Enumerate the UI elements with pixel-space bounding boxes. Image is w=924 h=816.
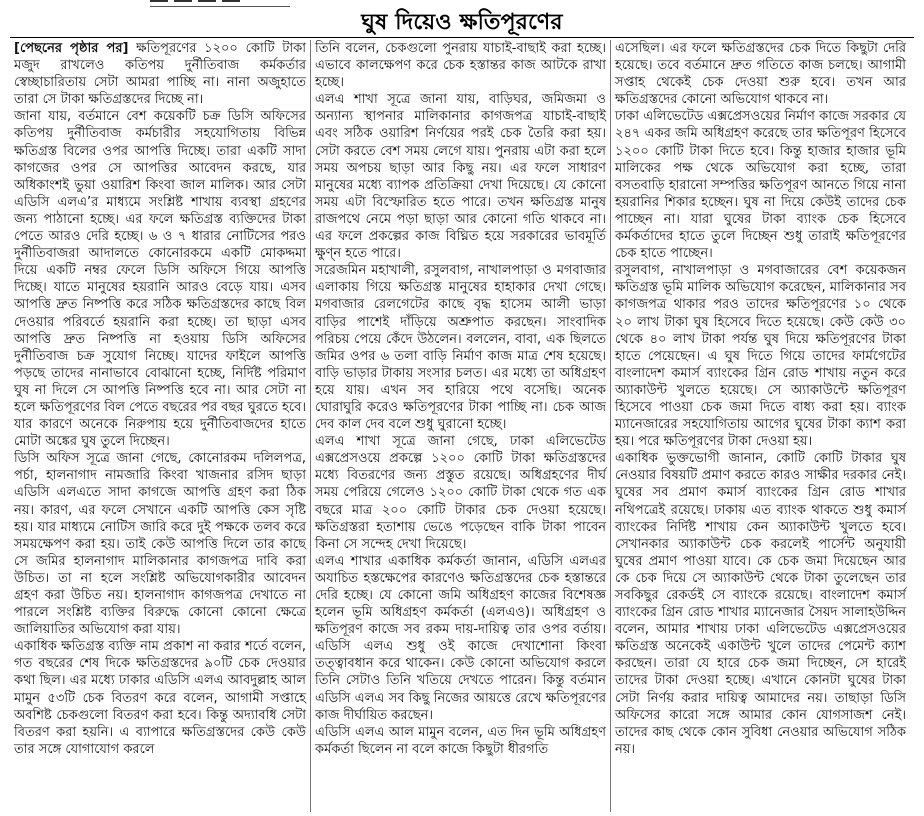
paragraph: ঢাকা এলিভেটেড এক্সপ্রেসওয়ের নির্মাণ কাজে সরকার যে ২৪৭ একর জমি অধিগ্রহণ করেছে তার ক্ষতিপূরণ হিসেবে ১২০০ কোটি টাকা দিতে হবে। কিন্তু হাজার হাজার ভূমি মালিকের পক্ষ থেকে অভিযোগ করা হচ্ছে, তারা বসতবাড়ি হারানো সম্পত্তির ক্ষতিপূরণ আনতে গিয়ে নানা হয়রানির শিকার হচ্ছেন। ঘুষ না দিয়ে কেউই তাদের চেক পাচ্ছেন না। যারা ঘুষের টাকা ব্যাংক চেক হিসেবে কর্মকর্তাদের হাতে তুলে দিচ্ছেন শুধু তারাই ক্ষতিপূরণের চেক হাতে পাচ্ছেন।: [615, 109, 906, 262]
paragraph-text: ক্ষতিপূরণের ১২০০ কোটি টাকা মজুদ রাখলেও কতিপয় দুর্নীতিবাজ কর্মকর্তার স্বেচ্ছাচারিতায় সেটা আমরা পাচ্ছি না। নানা অজুহাতে তারা সে টাকা ক্ষতিগ্রস্তদের দিচ্ছে না।: [14, 41, 306, 108]
previous-article-fragment: [150, 0, 290, 7]
article-column-1: [10, 40, 310, 812]
paragraph: ডিসি অফিস সূত্রে জানা গেছে, কোনোরকম দলিলপত্র, পর্চা, হালনাগাদ নামজারি কিংবা খাজনার রসিদ ছাড়া এডিসি এলএতে সাদা কাগজে আপত্তি গ্রহণ করা ঠিক নয়। কারণ, এর ফলে সেখানে একটি আপত্তি কেস সৃষ্টি হয়। যার মাধ্যমে নোটিস জারি করে দুই পক্ষকে তলব করে সময়ক্ষেপণ করা হয়। তাই কেউ আপত্তি দিলে তার কাছে সে জমির হালনাগাদ মালিকানার কাগজপত্র দাবি করা উচিত। তা না হলে সংশ্লিষ্ট অভিযোগকারীর আবেদন গ্রহণ করা উচিত নয়। হালনাগাদ কাগজপত্র দেখাতে না পারলে সংশ্লিষ্ট ব্যক্তির বিরুদ্ধে কোনো কোনো ক্ষেত্রে জালিয়াতির অভিযোগ করা যায়।: [14, 451, 306, 638]
paragraph: একাধিক ক্ষতিগ্রস্ত ব্যক্তি নাম প্রকাশ না করার শর্তে বলেন, গত বছরের শেষ দিকে ক্ষতিগ্রস্তদের ৯০টি চেক দেওয়ার কথা ছিল। এর মধ্যে ঢাকার এডিসি এলএ আবদুল্লাহ আল মামুন ৫৩টি চেক বিতরণ করে বলেন, আগামী সপ্তাহে অবশিষ্ট চেকগুলো বিতরণ করা হবে। কিন্তু অদ্যাবধি সেটা বিতরণ করা হয়নি। এ ব্যাপারে ক্ষতিগ্রস্তদের কেউ কেউ তার সঙ্গে যোগাযোগ করলে: [14, 639, 306, 757]
article-column-2: [310, 40, 610, 812]
paragraph: এলএ শাখা সূত্রে জানা যায়, বাড়িঘর, জমিজমা ও অন্যান্য স্থাপনার মালিকানার কাগজপত্র যাচাই-বাছাই এবং সঠিক ওয়ারিশ নির্ণয়ের পরই চেক তৈরি করা হয়। সেটা করতে বেশ সময় লেগে যায়। পুনরায় এটা করা হলে সময় অপচয় ছাড়া আর কিছু নয়। এর ফলে সাধারণ মানুষের মধ্যে ব্যাপক প্রতিক্রিয়া দেখা দিয়েছে। যে কোনো সময় এটা বিস্ফোরিত হতে পারে। তখন ক্ষতিগ্রস্ত মানুষ রাজপথে নেমে পড়া ছাড়া আর কোনো গতি থাকবে না। এর ফলে প্রকল্পের কাজ বিঘ্নিত হয়ে সরকারের ভাবমূর্তি ক্ষুণ্ন হতে পারে।: [315, 92, 606, 262]
paragraph: তিনি বলেন, চেকগুলো পুনরায় যাচাই-বাছাই করা হচ্ছে। এভাবে কালক্ষেপণ করে চেক হস্তান্তর কাজ আটকে রাখা হচ্ছে।: [315, 41, 606, 91]
paragraph: [14, 40, 306, 108]
paragraph: এসেছিল। এর ফলে ক্ষতিগ্রস্তদের চেক দিতে কিছুটা দেরি হয়েছে। তবে বর্তমানে দ্রুত গতিতে কাজ চলছে। আগামী সপ্তাহ থেকেই চেক দেওয়া শুরু হবে। তখন আর ক্ষতিগ্রস্তদের কোনো অভিযোগ থাকবে না।: [615, 41, 906, 108]
paragraph: জানা যায়, বর্তমানে বেশ কয়েকটি চক্র ডিসি অফিসের কতিপয় দুর্নীতিবাজ কর্মচারীর সহযোগিতায় বিভিন্ন ক্ষতিগ্রস্ত বিলের ওপর আপত্তি দিচ্ছে। তারা একটি সাদা কাগজের ওপর সে আপত্তির আবেদন করছে, যার অধিকাংশই ভুয়া ওয়ারিশ কিংবা জাল মালিক। আর সেটা এডিসি এলএ’র মাধ্যমে সংশ্লিষ্ট শাখায় ব্যবস্থা গ্রহণের জন্য পাঠানো হচ্ছে। এর ফলে ক্ষতিগ্রস্ত ব্যক্তিদের টাকা পেতে আরও দেরি হচ্ছে। ৬ ও ৭ ধারার নোটিসের পরও দুর্নীতিবাজরা আদালতে কোনোরকমে একটি মোকদ্দমা দিয়ে একটি নম্বর ফেলে ডিসি অফিসে গিয়ে আপত্তি দিচ্ছে। যাতে মানুষের হয়রানি আরও বেড়ে যায়। এসব আপত্তি দ্রুত নিষ্পত্তি করে সঠিক ক্ষতিগ্রস্তদের কাছে বিল দেওয়ার পরিবর্তে হয়রানি করা হচ্ছে। তা ছাড়া এসব আপত্তি দ্রুত নিষ্পত্তি না হওয়ায় ডিসি অফিসের দুর্নীতিবাজ চক্র সুযোগ নিচ্ছে। যাদের ফাইলে আপত্তি পড়ছে তাদের নানাভাবে বোঝানো হচ্ছে, নির্দিষ্ট পরিমাণ ঘুষ না দিলে সে আপত্তি নিষ্পত্তি হবে না। আর সেটা না হলে ক্ষতিপূরণের বিল পেতে বছরের পর বছর ঘুরতে হবে। যার কারণে অনেকে নিরুপায় হয়ে দুর্নীতিবাজদের হাতে মোটা অঙ্কের ঘুষ তুলে দিচ্ছেন।: [14, 109, 306, 450]
paragraph: এলএ শাখার একাধিক কর্মকর্তা জানান, এডিসি এলএর অযাচিত হস্তক্ষেপের কারণেও ক্ষতিগ্রস্তদের চেক হস্তান্তরে দেরি হচ্ছে। যে কোনো জমি অধিগ্রহণ কাজের বিশেষজ্ঞ হলেন ভূমি অধিগ্রহণ কর্মকর্তা (এলএও)। অধিগ্রহণ ও ক্ষতিপূরণ কাজে সব রকম দায়-দায়িত্ব তার ওপর বর্তায়। এডিসি এলএ শুধু ওই কাজে দেখাশোনা কিংবা তত্ত্বাবধান করে থাকেন। কেউ কোনো অভিযোগ করলে তিনি সেটাও তিনি খতিয়ে দেখতে পারেন। কিন্তু বর্তমান এডিসি এলএ সব কিছু নিজের আয়ত্তে রেখে ক্ষতিপূরণের কাজ দীর্ঘায়িত করছেন।: [315, 553, 606, 723]
headline: ঘুষ দিয়েও ক্ষতিপূরণের: [353, 9, 570, 37]
headline-bar: [0, 8, 924, 38]
paragraph: সরেজমিন মহাখালী, রসুলবাগ, নাখালপাড়া ও মগবাজার এলাকায় গিয়ে ক্ষতিগ্রস্ত মানুষের হাহাকার দেখা গেছে। মগবাজার রেলগেটের কাছে বৃদ্ধ হাসেম আলী ভাড়া বাড়ির পাশেই দাঁড়িয়ে অশ্রুপাত করছেন। সাংবাদিক পরিচয় পেয়ে কেঁদে উঠলেন। বললেন, বাবা, এক ছিলতে জমির ওপর ৬ তলা বাড়ি নির্মাণ কাজ মাত্র শেষ হয়েছে। বাড়ি ভাড়ার টাকায় সংসার চলত। এর মধ্যে তা অধিগ্রহণ হয়ে যায়। এখন সব হারিয়ে পথে বসেছি। অনেক ঘোরাঘুরি করেও ক্ষতিপূরণের টাকা পাচ্ছি না। চেক আজ দেব কাল দেব বলে শুধু ঘুরানো হচ্ছে।: [315, 263, 606, 433]
continued-kicker: [পেছনের পৃষ্ঠার পর]: [14, 41, 129, 56]
article-column-3: [610, 40, 910, 812]
paragraph: রসুলবাগ, নাখালপাড়া ও মগবাজারের বেশ কয়েকজন ক্ষতিগ্রস্ত ভূমি মালিক অভিযোগ করেছেন, মালিকানার সব কাগজপত্র থাকার পরও তাদের ক্ষতিপূরণের ১০ থেকে ২০ লাখ টাকা ঘুষ হিসেবে দিতে হয়েছে। কেউ কেউ ৩০ থেকে ৪০ লাখ টাকা পর্যন্ত ঘুষ দিয়ে ক্ষতিপূরণের টাকা হাতে পেয়েছেন। এ ঘুষ দিতে গিয়ে তাদের ফার্মগেটের বাংলাদেশ কমার্স ব্যাংকের গ্রিন রোড শাখায় নতুন করে অ্যাকাউন্ট খুলতে হয়েছে। সে অ্যাকাউন্টে ক্ষতিপূরণ হিসেবে পাওয়া চেক জমা দিতে বাধ্য করা হয়। ব্যাংক ম্যানেজারের সহযোগিতায় আগের ঘুষের টাকা ক্যাশ করা হয়। পরে ক্ষতিপূরণের টাকা দেওয়া হয়।: [615, 263, 906, 450]
article-body: [10, 40, 914, 812]
paragraph: একাধিক ভুক্তভোগী জানান, কোটি কোটি টাকার ঘুষ নেওয়ার বিষয়টি প্রমাণ করতে কারও সাক্ষীর দরকার নেই। ঘুষের সব প্রমাণ কমার্স ব্যাংকের গ্রিন রোড শাখার নথিপত্রেই রয়েছে। ঢাকায় এত ব্যাংক থাকতে শুধু কমার্স ব্যাংকের নির্দিষ্ট শাখায় কেন অ্যাকাউন্ট খুলতে হবে। সেখানকার অ্যাকাউন্ট চেক করলেই পার্সেন্ট অনুযায়ী ঘুষের প্রমাণ পাওয়া যাবে। কে চেক জমা দিয়েছেন আর কে চেক দিয়ে সে অ্যাকাউন্ট থেকে টাকা তুলেছেন তার সবকিছুর রেকর্ডই সে ব্যাংকে রয়েছে। বাংলাদেশ কমার্স ব্যাংকের গ্রিন রোড শাখার ম্যানেজার সৈয়দ সালাহউদ্দিন বলেন, আমার শাখায় ঢাকা এলিভেটেড এক্সপ্রেসওয়ের ক্ষতিগ্রস্ত অনেকেই একাউন্ট খুলে তাদের পেমেন্ট ক্যাশ করছেন। তারা যে হারে চেক জমা দিচ্ছেন, সে হারেই তাদের টাকা দেওয়া হচ্ছে। এখানে কোনটা ঘুষের টাকা সেটা নির্ণয় করার দায়িত্ব আমাদের নয়। তাছাড়া ডিসি অফিসের কারো সঙ্গে আমার কোন যোগসাজশ নেই। তাদের কাছ থেকে কোন সুবিধা নেওয়ার অভিযোগ সঠিক নয়।: [615, 451, 906, 757]
paragraph: এডিসি এলএ আল মামুন বলেন, এত দিন ভূমি অধিগ্রহণ কর্মকর্তা ছিলেন না বলে কাজে কিছুটা ধীরগতি: [315, 724, 606, 757]
paragraph: এলএ শাখা সূত্রে জানা গেছে, ঢাকা এলিভেটেড এক্সপ্রেসওয়ে প্রকল্পে ১২০০ কোটি টাকা ক্ষতিগ্রস্তদের মধ্যে বিতরণের জন্য প্রস্তুত রয়েছে। অধিগ্রহণের দীর্ঘ সময় পেরিয়ে গেলেও ১২০০ কোটি টাকা থেকে গত এক বছরে মাত্র ২০০ কোটি টাকার চেক দেওয়া হয়েছে। ক্ষতিগ্রস্তরা হতাশায় ভেঙে পড়েছেন বাকি টাকা পাবেন কিনা সে সন্দেহ দেখা দিয়েছে।: [315, 434, 606, 552]
